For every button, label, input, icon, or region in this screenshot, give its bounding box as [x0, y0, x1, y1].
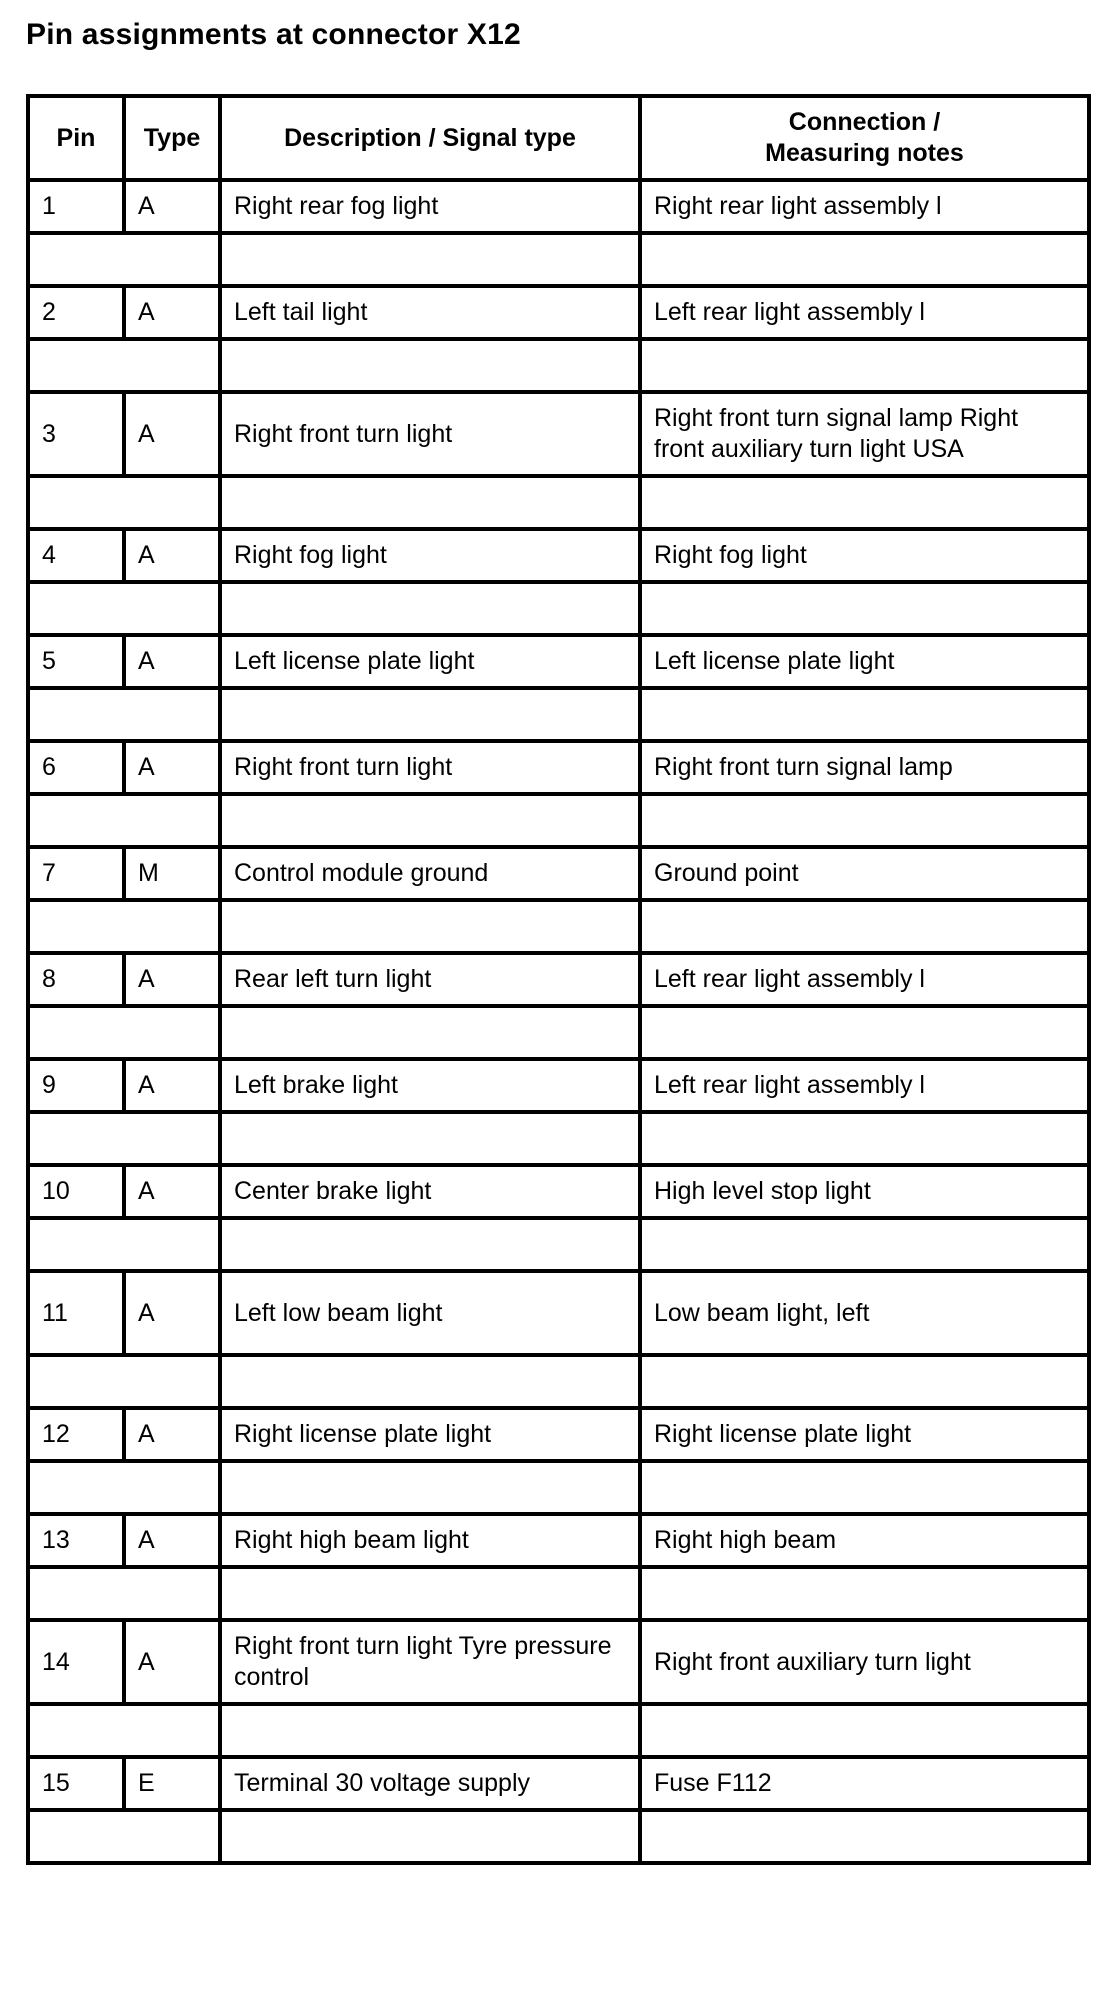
empty-cell [28, 1218, 220, 1271]
pin-cell: 5 [28, 635, 124, 688]
description-cell: Right rear fog light [220, 180, 640, 233]
connection-cell: Right license plate light [640, 1408, 1089, 1461]
pin-assignment-table [26, 94, 1091, 1865]
empty-cell [28, 476, 220, 529]
empty-cell [220, 1355, 640, 1408]
description-cell: Left license plate light [220, 635, 640, 688]
type-cell: A [124, 180, 220, 233]
table-row [28, 1757, 1089, 1810]
table-spacer-row [28, 1567, 1089, 1620]
empty-cell [640, 688, 1089, 741]
pin-cell: 15 [28, 1757, 124, 1810]
description-cell: Right high beam light [220, 1514, 640, 1567]
description-cell: Right front turn light [220, 741, 640, 794]
empty-cell [28, 1461, 220, 1514]
connection-cell: Left rear light assembly l [640, 286, 1089, 339]
empty-cell [220, 1810, 640, 1863]
empty-cell [640, 582, 1089, 635]
table-spacer-row [28, 339, 1089, 392]
empty-cell [28, 1567, 220, 1620]
empty-cell [220, 1112, 640, 1165]
description-cell: Control module ground [220, 847, 640, 900]
table-row [28, 180, 1089, 233]
empty-cell [220, 476, 640, 529]
type-cell: A [124, 529, 220, 582]
pin-cell: 1 [28, 180, 124, 233]
description-cell: Left brake light [220, 1059, 640, 1112]
empty-cell [640, 900, 1089, 953]
pin-cell: 13 [28, 1514, 124, 1567]
connection-cell: Left rear light assembly l [640, 1059, 1089, 1112]
type-cell: A [124, 392, 220, 476]
table-spacer-row [28, 688, 1089, 741]
type-cell: A [124, 1620, 220, 1704]
connection-cell: Left rear light assembly l [640, 953, 1089, 1006]
pin-cell: 6 [28, 741, 124, 794]
empty-cell [28, 339, 220, 392]
table-row [28, 741, 1089, 794]
table-row [28, 1514, 1089, 1567]
empty-cell [220, 1461, 640, 1514]
description-cell: Terminal 30 voltage supply [220, 1757, 640, 1810]
empty-cell [28, 688, 220, 741]
empty-cell [28, 794, 220, 847]
table-spacer-row [28, 1461, 1089, 1514]
connection-cell: Right front turn signal lamp [640, 741, 1089, 794]
header-connection [640, 96, 1089, 180]
type-cell: M [124, 847, 220, 900]
empty-cell [220, 794, 640, 847]
table-row [28, 847, 1089, 900]
pin-cell: 11 [28, 1271, 124, 1355]
table-row [28, 635, 1089, 688]
empty-cell [220, 1006, 640, 1059]
type-cell: A [124, 286, 220, 339]
empty-cell [220, 233, 640, 286]
connection-cell: Left license plate light [640, 635, 1089, 688]
empty-cell [640, 476, 1089, 529]
pin-cell: 7 [28, 847, 124, 900]
connection-cell: Right front turn signal lamp Right front auxiliary turn light USA [640, 392, 1089, 476]
empty-cell [640, 1218, 1089, 1271]
pin-cell: 8 [28, 953, 124, 1006]
table-spacer-row [28, 794, 1089, 847]
empty-cell [220, 1218, 640, 1271]
empty-cell [220, 582, 640, 635]
empty-cell [640, 1112, 1089, 1165]
empty-cell [28, 1355, 220, 1408]
description-cell: Rear left turn light [220, 953, 640, 1006]
pin-cell: 4 [28, 529, 124, 582]
pin-cell: 10 [28, 1165, 124, 1218]
table-spacer-row [28, 1006, 1089, 1059]
table-row [28, 286, 1089, 339]
connection-cell: Fuse F112 [640, 1757, 1089, 1810]
table-row [28, 953, 1089, 1006]
connection-cell: Right front auxiliary turn light [640, 1620, 1089, 1704]
empty-cell [28, 233, 220, 286]
empty-cell [640, 233, 1089, 286]
empty-cell [220, 900, 640, 953]
description-cell: Right front turn light [220, 392, 640, 476]
table-body [28, 180, 1089, 1863]
table-spacer-row [28, 1355, 1089, 1408]
empty-cell [640, 794, 1089, 847]
table-spacer-row [28, 1112, 1089, 1165]
type-cell: E [124, 1757, 220, 1810]
type-cell: A [124, 1271, 220, 1355]
header-connection-line2: Measuring notes [765, 139, 964, 167]
connection-cell: Low beam light, left [640, 1271, 1089, 1355]
connection-cell: Right fog light [640, 529, 1089, 582]
type-cell: A [124, 1514, 220, 1567]
type-cell: A [124, 635, 220, 688]
empty-cell [28, 900, 220, 953]
empty-cell [640, 1355, 1089, 1408]
table-row [28, 392, 1089, 476]
type-cell: A [124, 953, 220, 1006]
table-row [28, 1059, 1089, 1112]
pin-cell: 14 [28, 1620, 124, 1704]
empty-cell [28, 1006, 220, 1059]
table-row [28, 1271, 1089, 1355]
empty-cell [220, 1567, 640, 1620]
header-pin: Pin [28, 96, 124, 180]
table-spacer-row [28, 1810, 1089, 1863]
empty-cell [640, 1567, 1089, 1620]
type-cell: A [124, 1408, 220, 1461]
description-cell: Left tail light [220, 286, 640, 339]
empty-cell [28, 582, 220, 635]
pin-cell: 9 [28, 1059, 124, 1112]
empty-cell [640, 1704, 1089, 1757]
table-header-row [28, 96, 1089, 180]
connection-cell: Right high beam [640, 1514, 1089, 1567]
page-title: Pin assignments at connector X12 [26, 18, 521, 51]
empty-cell [28, 1704, 220, 1757]
empty-cell [28, 1112, 220, 1165]
table-row [28, 1165, 1089, 1218]
table-row [28, 1620, 1089, 1704]
pin-cell: 2 [28, 286, 124, 339]
empty-cell [640, 1461, 1089, 1514]
type-cell: A [124, 1165, 220, 1218]
empty-cell [220, 339, 640, 392]
empty-cell [640, 1810, 1089, 1863]
description-cell: Right fog light [220, 529, 640, 582]
empty-cell [640, 1006, 1089, 1059]
table-spacer-row [28, 900, 1089, 953]
connection-cell: High level stop light [640, 1165, 1089, 1218]
description-cell: Right license plate light [220, 1408, 640, 1461]
empty-cell [220, 1704, 640, 1757]
table-spacer-row [28, 476, 1089, 529]
table-row [28, 1408, 1089, 1461]
pin-cell: 3 [28, 392, 124, 476]
table-spacer-row [28, 582, 1089, 635]
table-spacer-row [28, 1704, 1089, 1757]
description-cell: Left low beam light [220, 1271, 640, 1355]
table-spacer-row [28, 233, 1089, 286]
type-cell: A [124, 741, 220, 794]
empty-cell [28, 1810, 220, 1863]
header-connection-line1: Connection / [788, 108, 941, 136]
description-cell: Center brake light [220, 1165, 640, 1218]
header-description: Description / Signal type [220, 96, 640, 180]
table-spacer-row [28, 1218, 1089, 1271]
connection-cell: Ground point [640, 847, 1089, 900]
empty-cell [220, 688, 640, 741]
header-type: Type [124, 96, 220, 180]
pin-cell: 12 [28, 1408, 124, 1461]
connection-cell: Right rear light assembly l [640, 180, 1089, 233]
empty-cell [640, 339, 1089, 392]
description-cell: Right front turn light Tyre pressure control [220, 1620, 640, 1704]
type-cell: A [124, 1059, 220, 1112]
table-row [28, 529, 1089, 582]
